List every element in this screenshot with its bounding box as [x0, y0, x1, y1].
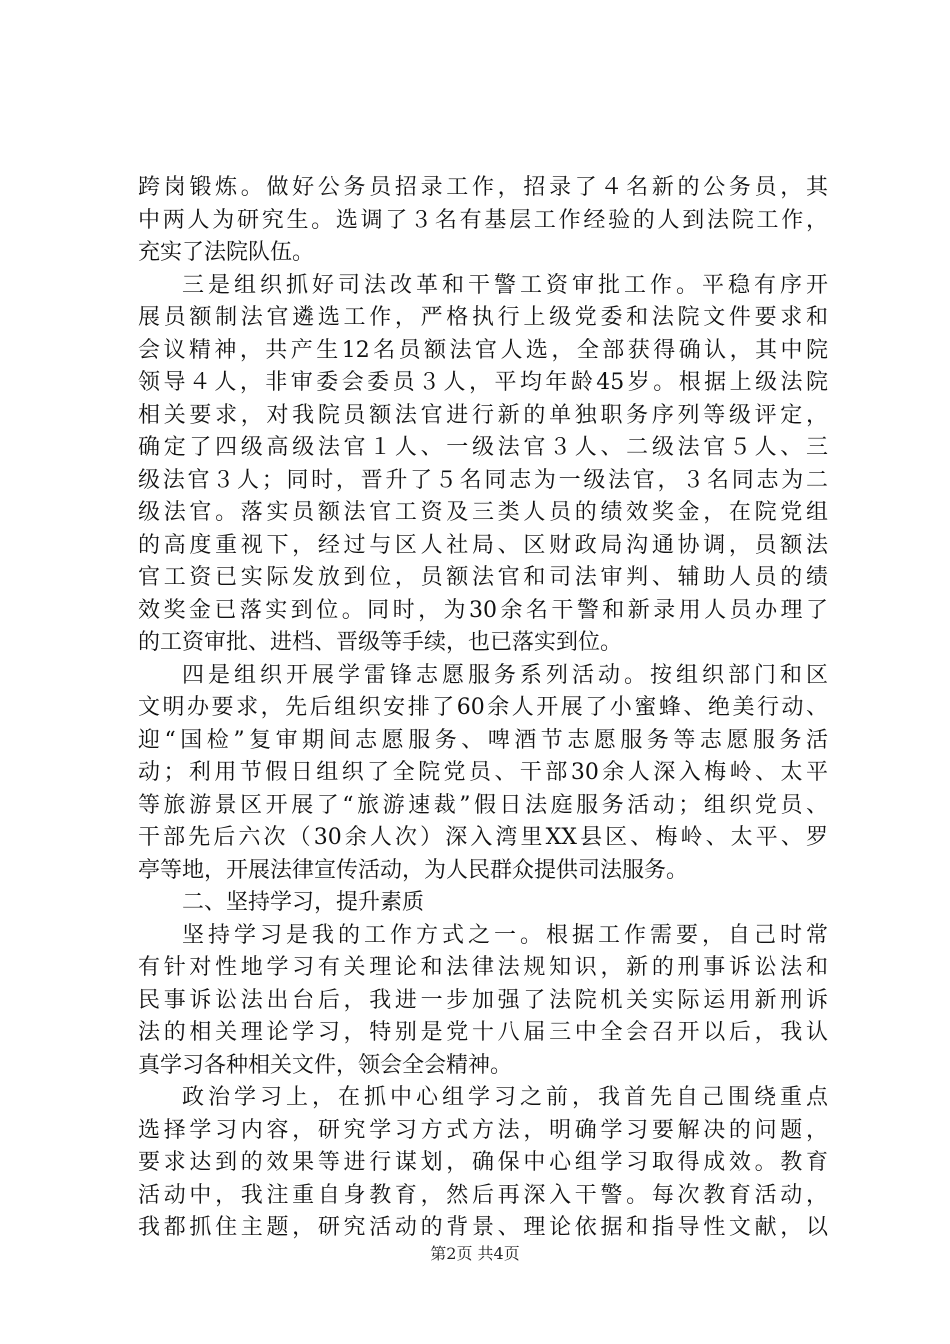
document-body — [138, 172, 828, 1245]
text-line: 效奖金已落实到位。同时，为30余名干警和新录用人员办理了 — [138, 597, 828, 623]
text-line: 中两人为研究生。选调了３名有基层工作经验的人到法院工作， — [138, 207, 828, 233]
text-line: 充实了法院队伍。 — [138, 240, 315, 265]
text-line: 有针对性地学习有关理论和法律法规知识，新的刑事诉讼法和 — [138, 955, 828, 980]
text-line: 亭等地，开展法律宣传活动，为人民群众提供司法服务。 — [138, 857, 689, 883]
text-line: 展员额制法官遴选工作，严格执行上级党委和法院文件要求和 — [138, 305, 828, 330]
text-line: 跨岗锻炼。做好公务员招录工作，招录了４名新的公务员，其 — [138, 175, 828, 200]
text-line: 相关要求，对我院员额法官进行新的单独职务序列等级评定， — [138, 402, 828, 428]
text-line: 我都抓住主题，研究活动的背景、理论依据和指导性文献，以 — [138, 1215, 828, 1240]
text-line: 真学习各种相关文件，领会全会精神。 — [138, 1052, 513, 1078]
text-line: 民事诉讼法出台后，我进一步加强了法院机关实际运用新刑诉 — [138, 987, 828, 1013]
text-line: 领导４人，非审委会委员３人，平均年龄45岁。根据上级法院 — [138, 370, 828, 395]
text-line: 级法官。落实员额法官工资及三类人员的绩效奖金，在院党组 — [138, 500, 828, 525]
text-line: 的工资审批、进档、晋级等手续，也已落实到位。 — [138, 630, 623, 655]
text-line: 政治学习上，在抓中心组学习之前，我首先自己围绕重点 — [182, 1085, 828, 1110]
text-line: 迎“国检”复审期间志愿服务、啤酒节志愿服务等志愿服务活 — [138, 727, 828, 753]
page-footer: 第2页 共4页 — [430, 1244, 520, 1263]
text-line: 要求达到的效果等进行谋划，确保中心组学习取得成效。教育 — [138, 1150, 828, 1175]
text-line: 选择学习内容，研究学习方式方法，明确学习要解决的问题， — [138, 1117, 828, 1143]
text-line: 级法官３人；同时，晋升了５名同志为一级法官，３名同志为二 — [138, 467, 828, 493]
text-line: 法的相关理论学习，特别是党十八届三中全会召开以后，我认 — [138, 1020, 828, 1045]
text-line: 二、坚持学习，提升素质 — [182, 890, 425, 915]
text-line: 动；利用节假日组织了全院党员、干部30余人深入梅岭、太平 — [138, 760, 828, 785]
text-line: 活动中，我注重自身教育，然后再深入干警。每次教育活动， — [138, 1182, 828, 1208]
text-line: 四是组织开展学雷锋志愿服务系列活动。按组织部门和区 — [182, 662, 828, 688]
text-line: 文明办要求，先后组织安排了60余人开展了小蜜蜂、绝美行动、 — [138, 695, 828, 720]
text-line: 干部先后六次（30余人次）深入湾里XX县区、梅岭、太平、罗 — [138, 825, 828, 850]
text-line: 确定了四级高级法官１人、一级法官３人、二级法官５人、三 — [138, 435, 828, 460]
text-line: 三是组织抓好司法改革和干警工资审批工作。平稳有序开 — [182, 272, 828, 298]
text-line: 会议精神，共产生12名员额法官人选，全部获得确认，其中院 — [138, 337, 828, 363]
text-line: 等旅游景区开展了“旅游速裁”假日法庭服务活动；组织党员、 — [138, 792, 828, 818]
text-line: 坚持学习是我的工作方式之一。根据工作需要，自己时常 — [182, 922, 828, 948]
text-line: 的高度重视下，经过与区人社局、区财政局沟通协调，员额法 — [138, 532, 828, 558]
text-line: 官工资已实际发放到位，员额法官和司法审判、辅助人员的绩 — [138, 565, 828, 590]
